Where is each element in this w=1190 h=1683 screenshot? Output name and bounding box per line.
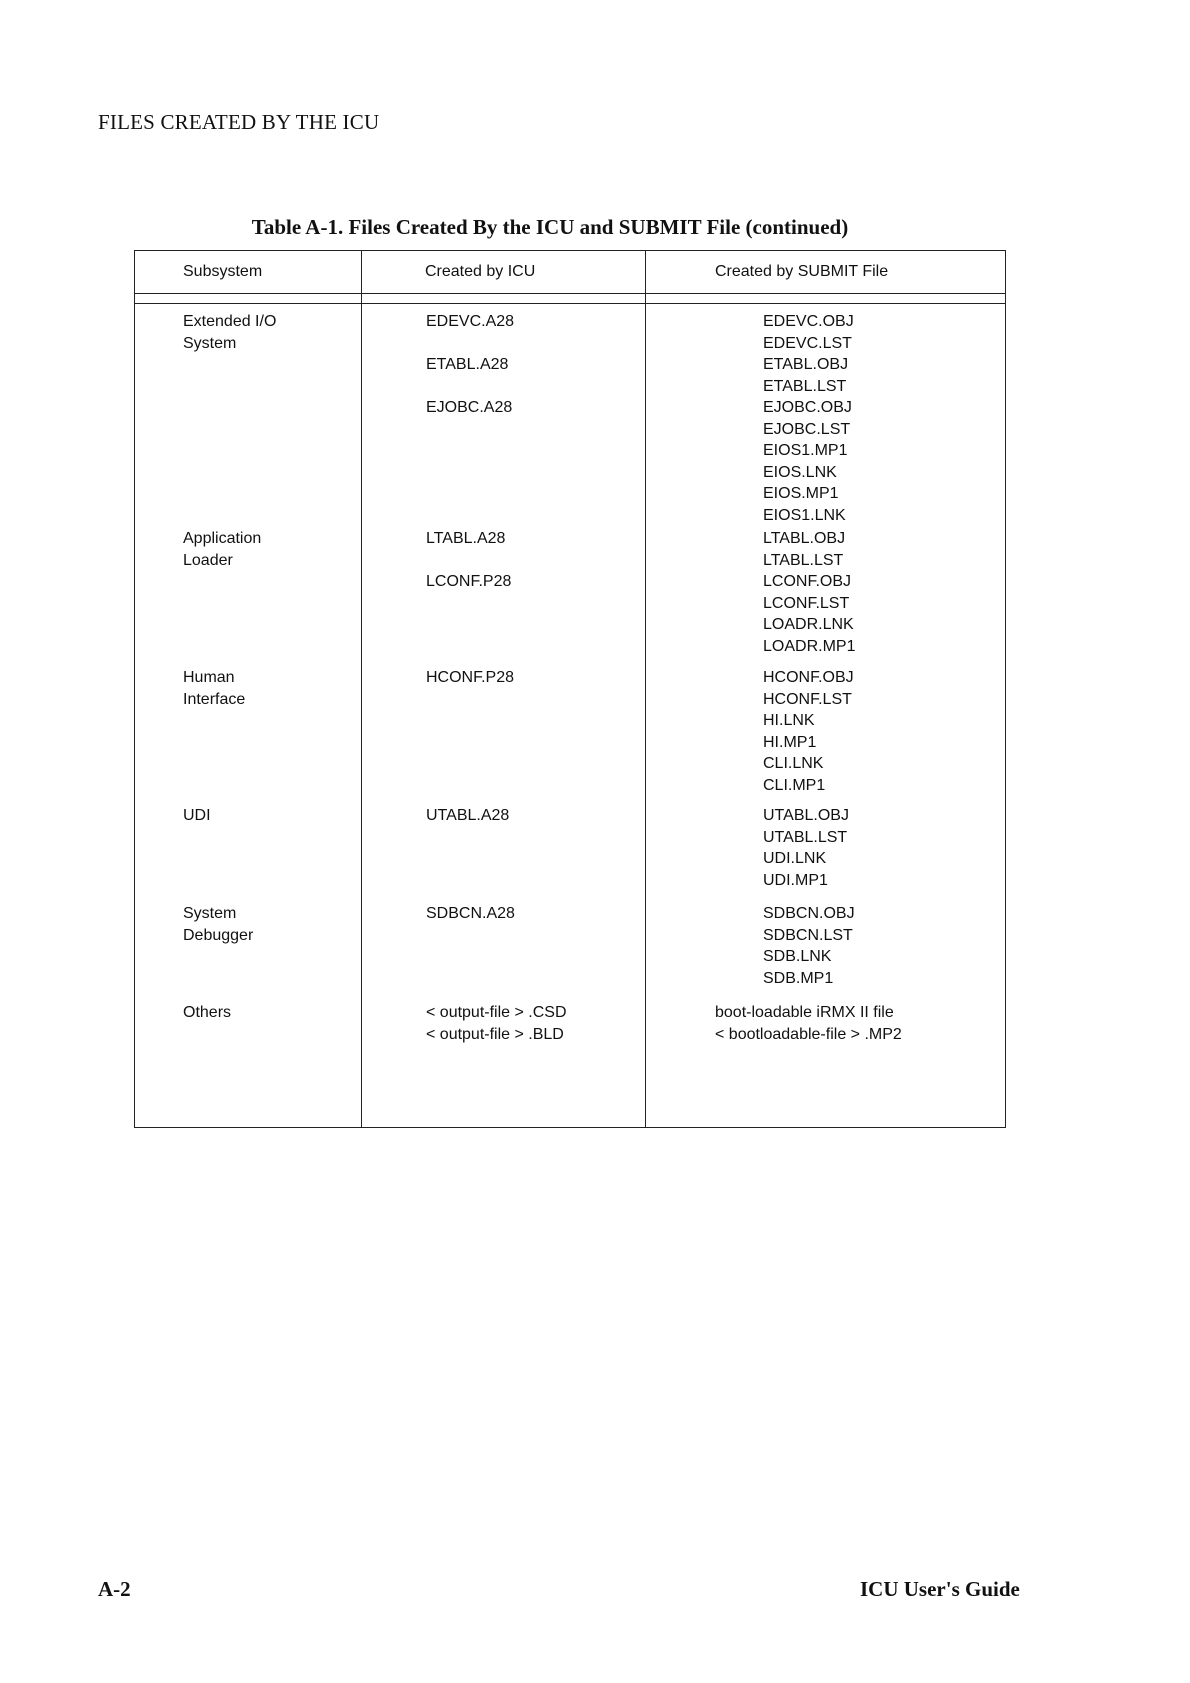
table-cell-subsystem (183, 903, 253, 946)
cell-line: Debugger (183, 926, 254, 944)
page-header: FILES CREATED BY THE ICU (98, 110, 380, 134)
table-cell-subsystem (183, 311, 276, 354)
cell-line: EIOS.MP1 (763, 485, 839, 502)
cell-line: EDEVC.A28 (426, 313, 515, 330)
cell-line: Application (183, 530, 262, 547)
page-number: A-2 (98, 1577, 131, 1601)
table-cell-submit (763, 667, 854, 796)
cell-line: HI.LNK (763, 712, 815, 729)
column-header-created-by-icu: Created by ICU (425, 263, 536, 280)
cell-line: HCONF.OBJ (763, 669, 854, 686)
cell-line: ETABL.A28 (426, 356, 509, 373)
cell-line: System (183, 334, 237, 352)
cell-line: UDI.LNK (763, 850, 827, 867)
column-divider (361, 251, 362, 1127)
table-cell-submit (763, 311, 854, 526)
cell-line: SDBCN.A28 (426, 905, 515, 922)
files-table (134, 250, 1006, 1128)
table-cell-icu (426, 528, 511, 593)
header-rule (135, 303, 1005, 304)
cell-line: SDBCN.OBJ (763, 905, 855, 922)
table-cell-subsystem (183, 528, 261, 571)
cell-line: UTABL.LST (763, 828, 848, 846)
cell-line: EIOS.LNK (763, 463, 837, 481)
cell-line: < bootloadable-file > .MP2 (715, 1025, 902, 1043)
cell-line: HCONF.P28 (426, 669, 515, 686)
cell-line: ETABL.LST (763, 377, 847, 395)
cell-line: UDI (183, 807, 211, 824)
cell-line: EDEVC.LST (763, 334, 852, 352)
cell-line: HI.MP1 (763, 733, 817, 751)
cell-line: Extended I/O (183, 313, 277, 330)
cell-line: EIOS1.MP1 (763, 442, 848, 459)
table-cell-subsystem (183, 667, 245, 710)
table-cell-submit (715, 1002, 902, 1045)
column-header-subsystem: Subsystem (183, 263, 263, 280)
header-rule (135, 293, 1005, 294)
cell-line: EJOBC.A28 (426, 399, 513, 416)
cell-line (426, 376, 514, 398)
table-cell-icu (426, 903, 515, 925)
cell-line: Human (183, 669, 235, 686)
table-cell-subsystem (183, 1002, 231, 1024)
cell-line: Loader (183, 551, 233, 569)
cell-line: LCONF.OBJ (763, 573, 852, 590)
column-divider (645, 251, 646, 1127)
cell-line: < output-file > .CSD (426, 1004, 567, 1021)
cell-line: LOADR.LNK (763, 616, 854, 633)
cell-line: LOADR.MP1 (763, 637, 856, 655)
cell-line: System (183, 905, 237, 922)
cell-line: UTABL.A28 (426, 807, 510, 824)
table-cell-subsystem (183, 805, 211, 827)
cell-line (426, 333, 514, 355)
cell-line: UDI.MP1 (763, 871, 828, 889)
table-cell-icu (426, 667, 514, 689)
cell-line: LTABL.A28 (426, 530, 506, 547)
table-cell-icu (426, 805, 509, 827)
document-title: ICU User's Guide (860, 1577, 1020, 1601)
table-cell-submit (763, 805, 849, 891)
cell-line: EIOS1.LNK (763, 506, 846, 524)
cell-line: UTABL.OBJ (763, 807, 849, 824)
column-header-created-by-submit: Created by SUBMIT File (715, 263, 889, 280)
cell-line: EJOBC.OBJ (763, 399, 852, 416)
cell-line: Others (183, 1004, 232, 1021)
cell-line: EJOBC.LST (763, 420, 851, 438)
table-caption: Table A-1. Files Created By the ICU and SUBMIT File (continued) (251, 215, 849, 239)
cell-line: LTABL.OBJ (763, 530, 846, 547)
cell-line: EDEVC.OBJ (763, 313, 854, 330)
table-cell-submit (763, 528, 855, 657)
cell-line: CLI.MP1 (763, 776, 826, 794)
cell-line: SDB.MP1 (763, 969, 834, 987)
cell-line: Interface (183, 690, 246, 708)
cell-line: LCONF.P28 (426, 573, 512, 590)
cell-line: SDBCN.LST (763, 926, 853, 944)
cell-line: < output-file > .BLD (426, 1025, 564, 1043)
cell-line: SDB.LNK (763, 948, 832, 965)
cell-line: boot-loadable iRMX II file (715, 1004, 894, 1021)
cell-line: LCONF.LST (763, 594, 850, 612)
cell-line: LTABL.LST (763, 551, 844, 569)
cell-line (426, 550, 511, 572)
cell-line: CLI.LNK (763, 755, 824, 772)
cell-line: ETABL.OBJ (763, 356, 849, 373)
cell-line: HCONF.LST (763, 690, 852, 708)
table-cell-submit (763, 903, 855, 989)
table-cell-icu (426, 311, 514, 419)
table-cell-icu (426, 1002, 567, 1045)
